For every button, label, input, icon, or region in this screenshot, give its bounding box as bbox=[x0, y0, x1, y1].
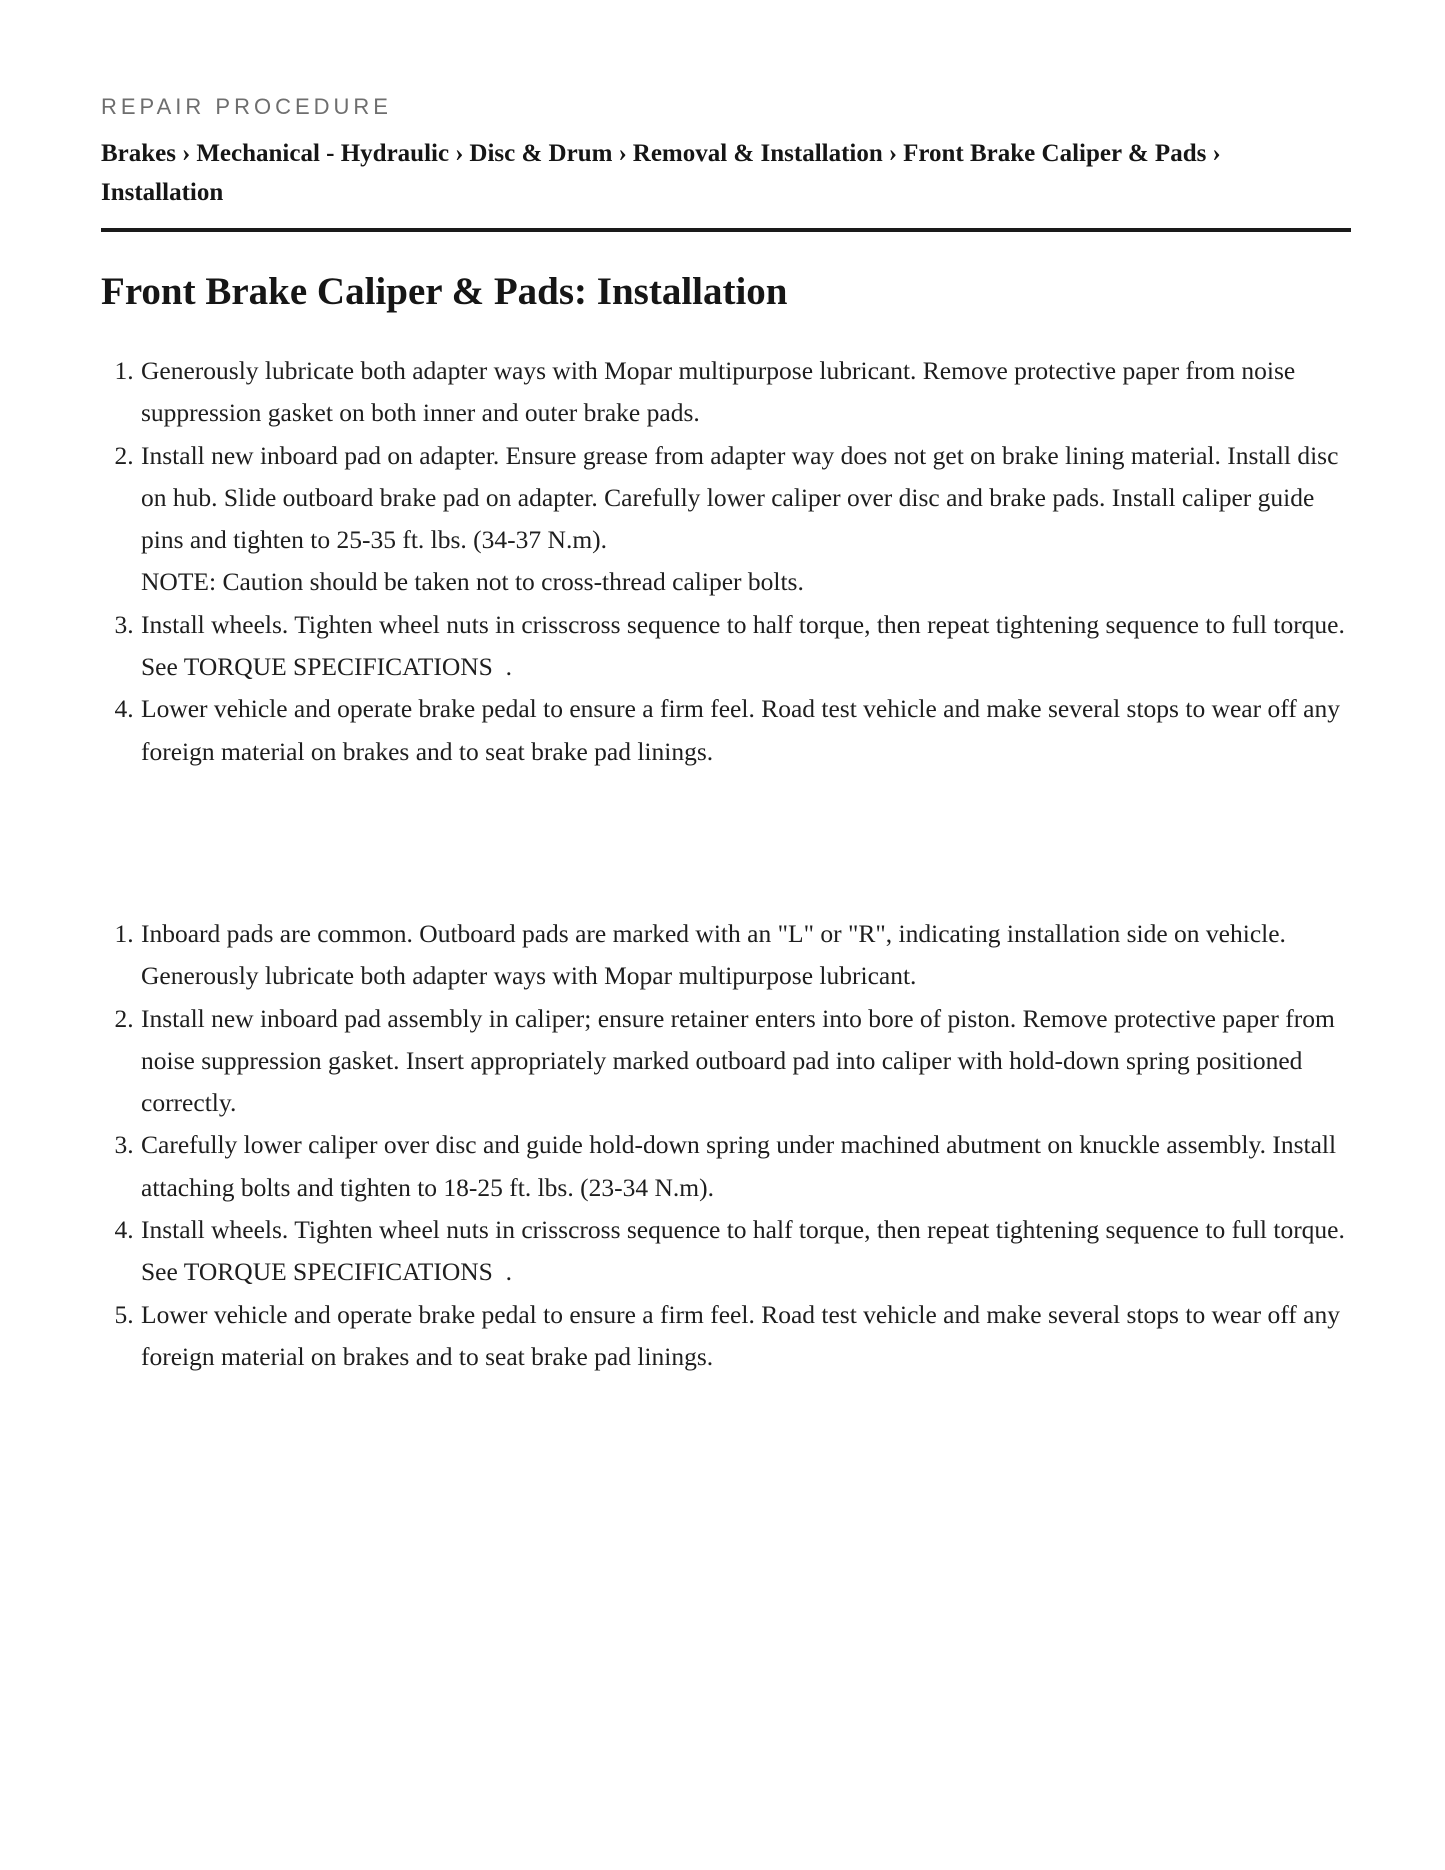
page-title: Front Brake Caliper & Pads: Installation bbox=[101, 270, 788, 313]
step-text-end: . bbox=[492, 652, 512, 682]
breadcrumb-item-mechanical-hydraulic[interactable]: Mechanical - Hydraulic bbox=[196, 140, 450, 167]
section-kicker: REPAIR PROCEDURE bbox=[101, 94, 392, 119]
procedure-step bbox=[140, 350, 1351, 435]
step-text: Install wheels. Tighten wheel nuts in crisscross sequence to half torque, then repeat tightening sequence to full torque. See bbox=[141, 1215, 1345, 1287]
breadcrumb-separator: › bbox=[182, 140, 191, 167]
step-text: Carefully lower caliper over disc and guide hold-down spring under machined abutment on knuckle assembly. Install attaching bolts and tighten to 18-25 ft. lbs. (23-34 N.m). bbox=[141, 1130, 1337, 1202]
procedure-step bbox=[140, 688, 1351, 773]
step-text-end: . bbox=[492, 1257, 512, 1287]
breadcrumb-item-front-brake-caliper-pads[interactable]: Front Brake Caliper & Pads bbox=[903, 140, 1207, 167]
breadcrumb-separator: › bbox=[618, 140, 627, 167]
procedure-step bbox=[140, 1209, 1351, 1294]
header-divider bbox=[101, 228, 1351, 232]
step-text: Install new inboard pad assembly in caliper; ensure retainer enters into bore of piston. Remove protective paper from noise suppression gasket. Insert appropriately marked outboard pad into caliper with hold-down spring positioned correctly. bbox=[141, 1003, 1335, 1118]
procedure-step bbox=[140, 998, 1351, 1125]
step-text: Inboard pads are common. Outboard pads are marked with an "L" or "R", indicating installation side on vehicle. Generously lubricate both adapter ways with Mopar multipurpose lubricant. bbox=[141, 919, 1286, 991]
procedure-step bbox=[140, 1124, 1351, 1209]
breadcrumb-separator: › bbox=[1212, 140, 1221, 167]
procedure-step bbox=[140, 435, 1351, 604]
breadcrumb-item-brakes[interactable]: Brakes bbox=[101, 140, 176, 167]
step-text: Lower vehicle and operate brake pedal to ensure a firm feel. Road test vehicle and make several stops to wear off any foreign material on brakes and to seat brake pad linings. bbox=[141, 694, 1340, 766]
breadcrumb bbox=[101, 134, 1351, 212]
step-note: NOTE: Caution should be taken not to cross-thread caliper bolts. bbox=[141, 567, 804, 597]
step-text: Lower vehicle and operate brake pedal to ensure a firm feel. Road test vehicle and make several stops to wear off any foreign material on brakes and to seat brake pad linings. bbox=[141, 1299, 1340, 1371]
step-text: Generously lubricate both adapter ways with Mopar multipurpose lubricant. Remove protective paper from noise suppression gasket on both inner and outer brake pads. bbox=[141, 356, 1296, 428]
procedure-steps-b bbox=[101, 913, 1351, 1378]
breadcrumb-separator: › bbox=[888, 140, 898, 167]
breadcrumb-item-removal-installation[interactable]: Removal & Installation bbox=[632, 140, 883, 167]
breadcrumb-item-installation: Installation bbox=[101, 179, 224, 206]
breadcrumb-item-disc-drum[interactable]: Disc & Drum bbox=[469, 140, 613, 167]
breadcrumb-separator: › bbox=[455, 140, 464, 167]
step-text: Install new inboard pad on adapter. Ensure grease from adapter way does not get on brake lining material. Install disc on hub. Slide outboard brake pad on adapter. Carefully lower caliper over disc and brake pads. Install caliper guide pins and tighten to 25-35 ft. lbs. (34-37 N.m). bbox=[141, 440, 1339, 555]
torque-specifications-link[interactable]: TORQUE SPECIFICATIONS bbox=[183, 652, 493, 682]
procedure-step bbox=[140, 604, 1351, 689]
torque-specifications-link[interactable]: TORQUE SPECIFICATIONS bbox=[183, 1257, 493, 1287]
procedure-step bbox=[140, 913, 1351, 998]
procedure-steps-a bbox=[101, 350, 1351, 773]
procedure-step bbox=[140, 1294, 1351, 1379]
step-text: Install wheels. Tighten wheel nuts in crisscross sequence to half torque, then repeat tightening sequence to full torque. See bbox=[141, 609, 1345, 682]
